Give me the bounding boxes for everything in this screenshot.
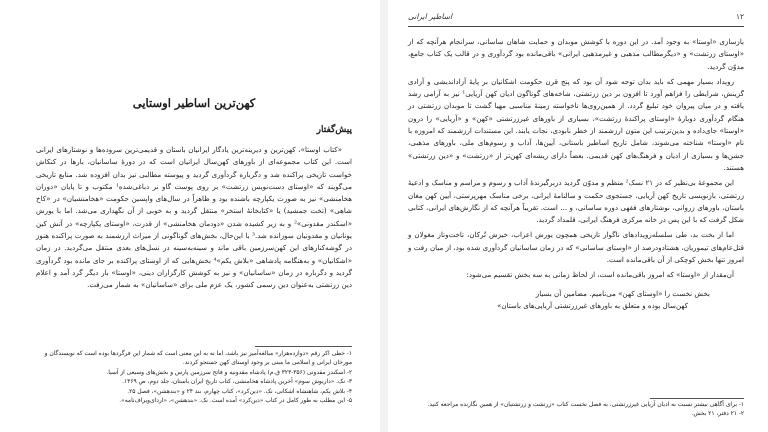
right-page xyxy=(388,0,768,432)
paragraph: آن‌مقدار از «اوستا» که امروز باقی‌مانده است، از لحاظ زمانی به سه بخش تقسیم می‌شود: xyxy=(466,270,734,280)
section-heading: پیش‌گفتار xyxy=(316,125,352,135)
footnote: ۱- برای آگاهی بیشتر نسبت به ادیان آریایی غیرزرتشتی، به فصل نخست کتاب «زرتشت و زرتشتیان» از همین نگارنده مراجعه کنید. xyxy=(427,402,744,408)
footnote: ۴- بلاش یکم، شاهنشاه اشکانی، نک. «دین‌کرد»، کتاب چهارم، بند ۲۴ و «بندهشن»، فصل ۲۵. xyxy=(127,388,352,395)
left-page-body xyxy=(36,144,352,295)
footnote-rule xyxy=(650,398,744,399)
right-page-body xyxy=(408,36,744,312)
footnote: ۳- نک. «داریوش سوم» آخرین پادشاه هخامنشی، کتاب تاریخ ایران باستان، جلد دوم، ص ۱۳۶۹. xyxy=(122,379,352,386)
footnote: ۲- ۲۱ دفتر، ۲۱ بخش. xyxy=(691,411,744,418)
footnote: ۵- این مطلب به طور کامل در کتاب «دین‌کرد» آمده است. نک. «بندهشن»، «اردای‌ویراف‌نامه». xyxy=(119,398,352,405)
left-footnotes xyxy=(36,350,352,406)
footnote-rule xyxy=(255,346,352,347)
header-rule xyxy=(408,26,744,27)
page-number: ۱۲ xyxy=(735,12,744,21)
paragraph: بازسازی «اوستا» به وجود آمد. در این دوره با کوشش موبدان و حمایت شاهان ساسانی، سرانجام هرآنچه که از «اوستای زرتشت» و «دیگرمطالب مذهبی و غیرمذهبی ایرانی» باقی‌مانده بود گردآوری و در قالب یک کتاب جامع، مدوّن گردید. xyxy=(408,37,744,71)
running-title: اساطیر ایرانی xyxy=(408,12,453,21)
left-page xyxy=(0,0,381,432)
chapter-title: کهن‌ترین اساطیر اوستایی xyxy=(132,96,256,110)
list-item: بخش نخست را «اوستای کهن» می‌نامیم. مضامین آن بسیار xyxy=(535,288,710,298)
footnote: ۱- خطی اکر رقم «دوازده‌هزار» مبالغه‌آمیز نیز باشد، اما نه به این معنی است که شمار این فرگرد‌ها بوده است که نویسندگان و مورخان ایرانی و اسلامی ما مبنی بر وجود اوستای کهن جستجو کردند. xyxy=(44,351,352,367)
footnote: ۲- اسکندر مقدونی (۳۵۶-۳۲۳ ق.م) پادشاه مقدونیه و فاتح سرزمین پارس و بخش‌های وسیعی از آسیا. xyxy=(106,369,352,376)
running-header xyxy=(408,12,744,24)
book-gutter xyxy=(380,0,388,432)
right-footnotes xyxy=(408,401,744,420)
section-list xyxy=(422,288,720,313)
paragraph: «کتاب اوستا»، کهن‌ترین و دیرینه‌ترین یادگار ایرانیان باستان و قدیمی‌ترین سروده‌ها و نوشتارهای ایرانی است. این کتاب مجموعه‌ای از باورهای کهن‌سال ایرانیان است که در دورهٔ ساسانیان، بارها در کنکاش خواست تاریخی پراکنده شد و دگرباره گردآوری گردید و پیوسته مطالبی نیز بدان افزوده شد. منابع تاریخی می‌گویند که «اوستای دست‌نویس زرتشت» بر روی پوست گاو نر دباغی‌شده¹ مکتوب و تا پایان «دوران هخامنشی» نیز به صورت یکپارچه باشنده بود و ظاهراً در سال‌های واپسین حکومت «هخامنشیان» در «کاخ شاهی» (تخت جمشید) یا «کتابخانهٔ استخر» منتقل گردید و به خوبی از آن نگهداری می‌شد. اما با یورش «اسکندر مقدونی»² و به زیر کشیده شدن «دودمان هخامنشی» از قدرت، «اوستای یکپارچه» در آتش کین یونانیان و مقدونیان سوزانده شد.³ با این‌حال، بخش‌های گوناگونی از میراث ارزشمند به صورت پراکنده هنوز در گوشه‌کنارهای این کهن‌سرزمین باقی ماند و سینه‌به‌سینه در نسل‌های بعدی منتقل می‌گردید. در زمان «اشکانیان» و به‌هنگامه پادشاهی «بلاش یکم»⁴ بخش‌هایی که از اوستای پراکنده بر جای مانده بود گردآوری گردید و دگرباره در زمان «ساسانیان» و نیز به کوشش کارگزاران دینی، «اوستا» بار دیگر گرد آمد و اعلام دین زرتشتی به‌عنوان دین رسمی کشور، یک عزم ملی برای «ساسانیان» به شمار می‌رفت. xyxy=(36,145,352,290)
paragraph: اما از بخت بد، طی سلسله‌رویدادهای ناگوار تاریخی همچون یورش اعراب، خیزش تُرکان، تاخت‌وتاز مغولان و قتل‌عام‌های تیموریان، هشتادودرصد از «اوستای ساسانی» که در زمان ساسانیان گردآوری شده بود، از میان رفت و امروز تنها بخش کوچکی از آن باقی‌مانده است. xyxy=(408,230,744,265)
paragraph: رویداد بسیار مهمی که باید بدان توجه شود آن بود که پنج قرن حکومت اشکانیان بر پایهٔ آزاداندیشی و آزادی گزینش، شرایطی را فراهم آورد تا افزون بر دین زرتشتی، شاخه‌های گوناگون ادیان کهن آریایی¹ نیز به آرامی رشد یافته و در میان پیروان خود تبلیغ گردد. از همین‌روی‌ها ناخواسته زمینهٔ مناسبی مهیا گشت تا موبدان زرتشتی در هنگام گردآوری دوبارهٔ «اوستای پراکندهٔ زرتشت»، بسیاری از باورهای غیرزرتشتی «کهن» و «آریایی» را درون «اوستا» جای‌داده و بدین‌ترتیب این متون ارزشمند از خطر نابودی، نجات یابند. این مستندات ارزشمند که امروزه با نام «اوستا» شناخته می‌شوند، شامل تاریخ اساطیر باستانی، آیین‌ها، آداب و رسوم‌های ملی، باورهای مذهبی، جشن‌ها و بسیاری از ادیان و فرهنگ‌های کهن قدیمی. بعضاً دارای ریشه‌ای کهن‌تر از «زرتشت» و «دین زرتشتی» هستند. xyxy=(408,76,744,172)
list-item-continuation: کهن‌سال بوده و متعلق به باورهای غیرزرتشتی آریایی‌های باستان» xyxy=(497,300,688,310)
paragraph: این مجموعهٔ بی‌نظیر که در ۲۱ نسک² منظم و مدوّن گردید دربرگیرندهٔ آداب و رسوم و مراسم و مناسک و ادعیهٔ زرتشتی، بازنویسی تاریخ کهن آریایی، جستجوی حکمت و سالنامهٔ ایرانی، برخی مناسک مهرپرستی، آیین کهن مغان باستان، باورهای زروانی، نوشتارهای فقهی دوره ساسانی، و ... است. تقریباً هرآنچه که از نگارش‌های ایرانی، کتابی شکل گرفت که با این پس در خانه مرکزی فرهنگ ایرانی، قلمداد گردید. xyxy=(408,178,744,225)
